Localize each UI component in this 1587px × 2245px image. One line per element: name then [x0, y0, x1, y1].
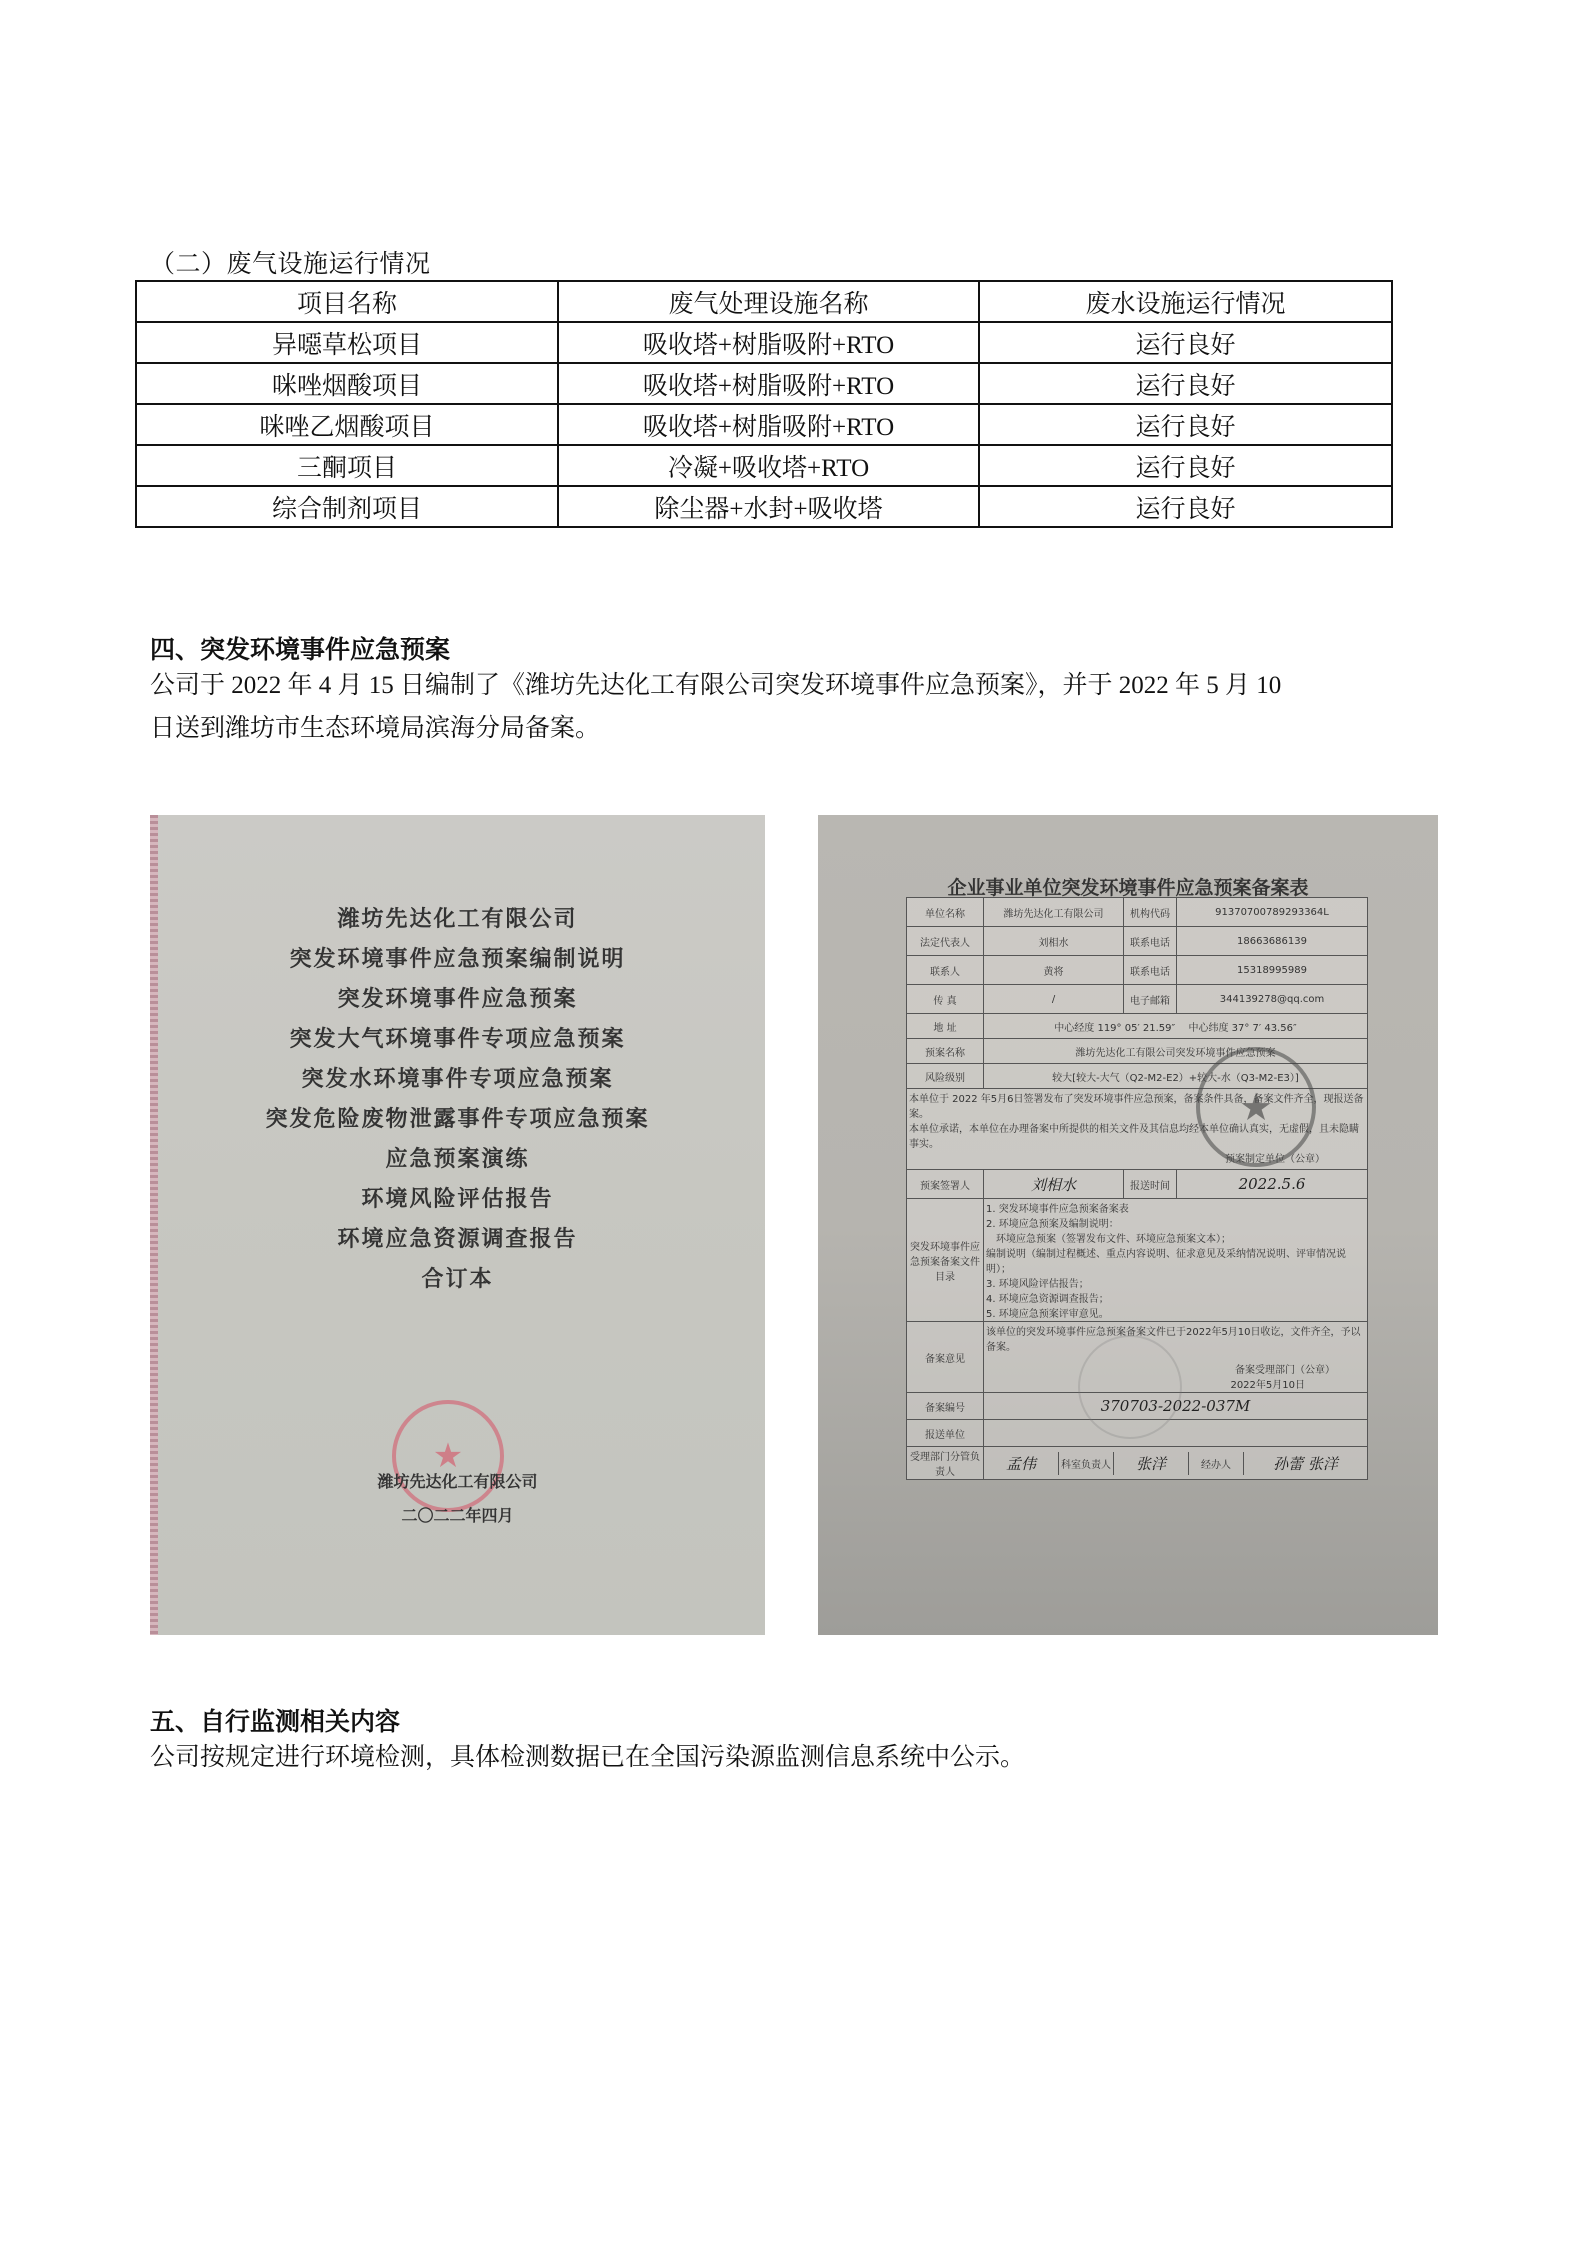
- cover-footer-date: 二〇二二年四月: [401, 1506, 514, 1525]
- cell-facility: 除尘器+水封+吸收塔: [558, 486, 979, 527]
- value-legal-rep: 刘相水: [984, 927, 1124, 956]
- section4-heading: 四、突发环境事件应急预案: [150, 637, 451, 664]
- value-submit-unit: [984, 1420, 1368, 1447]
- opinion-text: 该单位的突发环境事件应急预案备案文件已于2022年5月10日收讫，文件齐全，予以备案。: [986, 1327, 1361, 1353]
- label-org-code: 机构代码: [1124, 898, 1177, 927]
- cover-line: 潍坊先达化工有限公司: [337, 907, 578, 932]
- cover-line: 环境应急资源调查报告: [337, 1227, 578, 1252]
- cell-status: 运行良好: [979, 363, 1392, 404]
- statement-sign: 预案制定单位（公章）: [1225, 1154, 1325, 1165]
- cell-status: 运行良好: [979, 445, 1392, 486]
- value-record-no: 370703-2022-037M: [984, 1393, 1368, 1420]
- label-address: 地 址: [907, 1014, 984, 1039]
- cell-project: 咪唑烟酸项目: [136, 363, 558, 404]
- exhaust-facility-table: [135, 280, 1393, 528]
- label-unit-name: 单位名称: [907, 898, 984, 927]
- label-legal-rep: 法定代表人: [907, 927, 984, 956]
- label-signer: 预案签署人: [907, 1170, 984, 1199]
- company-seal-icon: ★: [392, 1400, 504, 1512]
- filing-unit-seal-icon: ★: [1196, 1047, 1316, 1167]
- value-dept-head: 孟伟: [984, 1452, 1059, 1475]
- statement-promise: 本单位承诺，本单位在办理备案中所提供的相关文件及其信息均经本单位确认真实，无虚假，且未隐瞒事实。: [909, 1124, 1359, 1150]
- label-dept-head: 受理部门分管负责人: [907, 1447, 984, 1480]
- cover-footer-company: 潍坊先达化工有限公司: [377, 1472, 538, 1491]
- label-submit-unit: 报送单位: [907, 1420, 984, 1447]
- cover-line: 应急预案演练: [385, 1147, 530, 1172]
- col-header-project: 项目名称: [136, 281, 558, 322]
- file-item: 2. 环境应急预案及编制说明：: [986, 1219, 1119, 1230]
- label-email: 电子邮箱: [1124, 985, 1177, 1014]
- cell-facility: 冷凝+吸收塔+RTO: [558, 445, 979, 486]
- subheading-exhaust-facilities: （二）废气设施运行情况: [150, 251, 431, 278]
- cell-facility: 吸收塔+树脂吸附+RTO: [558, 322, 979, 363]
- label-opinion: 备案意见: [907, 1322, 984, 1393]
- opinion-dept: 备案受理部门（公章）: [1235, 1365, 1335, 1376]
- value-org-code: 91370700789293364L: [1177, 898, 1368, 927]
- label-plan-name: 预案名称: [907, 1039, 984, 1064]
- table-row: [136, 363, 1392, 404]
- label-record-no: 备案编号: [907, 1393, 984, 1420]
- value-fax: /: [984, 985, 1124, 1014]
- cell-status: 运行良好: [979, 322, 1392, 363]
- value-risk-level: 较大[较大-大气（Q2-M2-E2）+较大-水（Q3-M2-E3）]: [984, 1064, 1368, 1089]
- table-row: [136, 445, 1392, 486]
- value-plan-name: 潍坊先达化工有限公司突发环境事件应急预案: [984, 1039, 1368, 1064]
- signoff-cells: [984, 1447, 1368, 1480]
- cover-line: 突发危险废物泄露事件专项应急预案: [265, 1107, 650, 1132]
- value-signer-signature: 刘相水: [984, 1170, 1124, 1199]
- section4-paragraph: [150, 664, 1440, 750]
- col-header-exhaust-facility: 废气处理设施名称: [558, 281, 979, 322]
- label-submit-time: 报送时间: [1124, 1170, 1177, 1199]
- value-email: 344139278@qq.com: [1177, 985, 1368, 1014]
- cell-facility: 吸收塔+树脂吸附+RTO: [558, 363, 979, 404]
- file-item: 5. 环境应急预案评审意见。: [986, 1309, 1109, 1320]
- filing-dept-seal-icon: [1078, 1335, 1182, 1439]
- cell-project: 异噁草松项目: [136, 322, 558, 363]
- section5-heading: 五、自行监测相关内容: [150, 1709, 401, 1736]
- cell-status: 运行良好: [979, 486, 1392, 527]
- table-row: [136, 486, 1392, 527]
- statement-release: 本单位于 2022 年5月6日签署发布了突发环境事件应急预案，备案条件具备，备案文件齐全，现报送备案。: [909, 1094, 1364, 1120]
- value-submit-time: 2022.5.6: [1177, 1170, 1368, 1199]
- form-title: 企业事业单位突发环境事件应急预案备案表: [947, 877, 1309, 899]
- file-item: 编制说明（编制过程概述、重点内容说明、征求意见及采纳情况说明、评审情况说明）；: [986, 1249, 1346, 1275]
- section4-line2: 日送到潍坊市生态环境局滨海分局备案。: [150, 715, 601, 742]
- value-address: 中心经度 119° 05′ 21.59″ 中心纬度 37° 7′ 43.56″: [984, 1014, 1368, 1039]
- value-section-head: 张洋: [1114, 1452, 1189, 1475]
- table-header-row: [136, 281, 1392, 322]
- cell-project: 三酮项目: [136, 445, 558, 486]
- label-handler: 经办人: [1189, 1452, 1244, 1475]
- label-phone2: 联系电话: [1124, 956, 1177, 985]
- opinion-date: 2022年5月10日: [1230, 1380, 1305, 1391]
- section5-paragraph: 公司按规定进行环境检测，具体检测数据已在全国污染源监测信息系统中公示。: [150, 1744, 1026, 1771]
- table-row: [136, 404, 1392, 445]
- cell-status: 运行良好: [979, 404, 1392, 445]
- cell-project: 咪唑乙烟酸项目: [136, 404, 558, 445]
- cell-project: 综合制剂项目: [136, 486, 558, 527]
- value-phone1: 18663686139: [1177, 927, 1368, 956]
- value-phone2: 15318995989: [1177, 956, 1368, 985]
- photo-plan-cover: [150, 815, 765, 1635]
- file-item: 4. 环境应急资源调查报告；: [986, 1294, 1109, 1305]
- file-item: 环境应急预案（签署发布文件、环境应急预案文本）；: [986, 1234, 1231, 1245]
- label-file-list: 突发环境事件应急预案备案文件目录: [907, 1199, 984, 1322]
- cover-footer: [150, 1465, 765, 1533]
- label-contact: 联系人: [907, 956, 984, 985]
- file-item: 1. 突发环境事件应急预案备案表: [986, 1204, 1129, 1215]
- cover-line: 突发水环境事件专项应急预案: [301, 1067, 614, 1092]
- value-contact: 黄将: [984, 956, 1124, 985]
- col-header-wastewater-status: 废水设施运行情况: [979, 281, 1392, 322]
- cover-line: 突发大气环境事件专项应急预案: [289, 1027, 626, 1052]
- file-item: 3. 环境风险评估报告；: [986, 1279, 1089, 1290]
- value-unit-name: 潍坊先达化工有限公司: [984, 898, 1124, 927]
- section4-line1: 公司于 2022 年 4 月 15 日编制了《潍坊先达化工有限公司突发环境事件应急预案》，并于 2022 年 5 月 10: [150, 672, 1282, 699]
- cover-line: 突发环境事件应急预案: [337, 987, 578, 1012]
- cover-title-list: [150, 900, 765, 1300]
- table-row: [136, 322, 1392, 363]
- file-list: [984, 1199, 1368, 1322]
- cover-line: 突发环境事件应急预案编制说明: [289, 947, 626, 972]
- label-section-head: 科室负责人: [1059, 1452, 1114, 1475]
- label-fax: 传 真: [907, 985, 984, 1014]
- cover-line: 合订本: [421, 1267, 494, 1292]
- photo-filing-form: [818, 815, 1438, 1635]
- label-risk-level: 风险级别: [907, 1064, 984, 1089]
- cover-line: 环境风险评估报告: [361, 1187, 554, 1212]
- cell-facility: 吸收塔+树脂吸附+RTO: [558, 404, 979, 445]
- value-handler: 孙蕾 张洋: [1273, 1454, 1338, 1473]
- label-phone1: 联系电话: [1124, 927, 1177, 956]
